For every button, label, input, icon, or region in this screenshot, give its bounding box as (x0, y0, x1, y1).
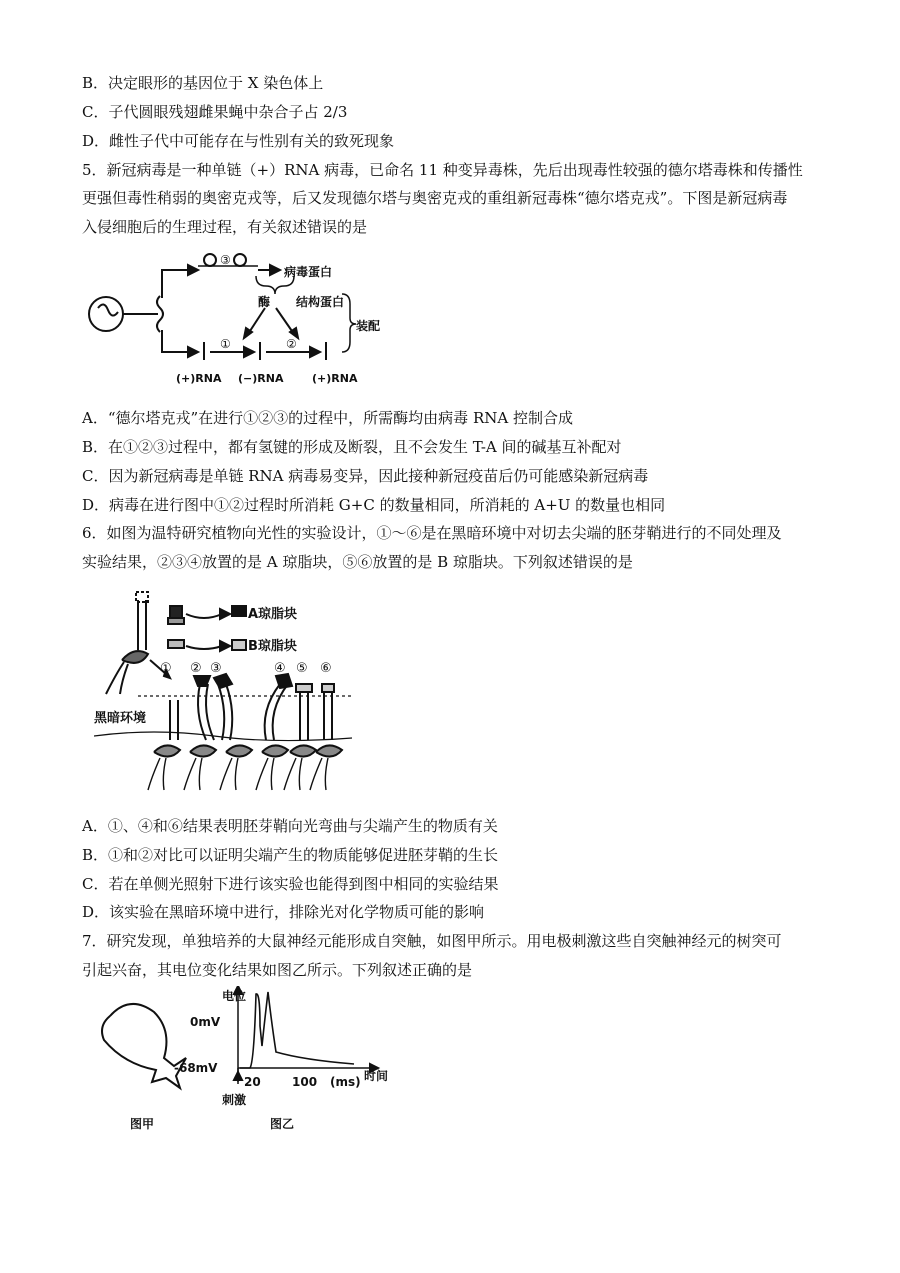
q5-option-a: A．“德尔塔克戎”在进行①②③的过程中，所需酶均由病毒 RNA 控制合成 (82, 409, 573, 427)
q5-option-c: C．因为新冠病毒是单链 RNA 病毒易变异，因此接种新冠疫苗后仍可能感染新冠病毒 (82, 467, 649, 485)
label-1: ① (160, 661, 172, 676)
circled-2-label: ② (286, 337, 297, 351)
q6-stem-line-2: 实验结果，②③④放置的是 A 琼脂块，⑤⑥放置的是 B 琼脂块。下列叙述错误的是 (82, 553, 633, 571)
q5-option-d: D．病毒在进行图中①②过程时所消耗 G+C 的数量相同，所消耗的 A+U 的数量也相同 (82, 496, 666, 514)
time-label: 时间 (364, 1069, 389, 1083)
q7-stem-line-2: 引起兴奋，其电位变化结果如图乙所示。下列叙述正确的是 (82, 961, 473, 979)
block-a-label: A琼脂块 (248, 607, 298, 622)
seed (122, 651, 148, 663)
q6-option-d: D．该实验在黑暗环境中进行，排除光对化学物质可能的影响 (82, 903, 485, 921)
q6-option-c: C．若在单侧光照射下进行该实验也能得到图中相同的实验结果 (82, 875, 499, 893)
structural-protein-label: 结构蛋白 (296, 295, 345, 309)
upper-branch (162, 270, 188, 298)
q5-stem-line-2: 更强但毒性稍弱的奥密克戎等，后又发现德尔塔与奥密克戎的重组新冠毒株“德尔塔克戎”。下图是新冠病毒 (82, 189, 788, 207)
label-6: ⑥ (320, 661, 332, 676)
q6-coleoptile-diagram (94, 590, 364, 800)
q4-option-c: C．子代圆眼残翅雌果蝇中杂合子占 2/3 (82, 103, 348, 121)
q5-stem-line-1: 5．新冠病毒是一种单链（+）RNA 病毒，已命名 11 种变异毒株，先后出现毒性较强的德尔塔毒株和传播性 (82, 161, 803, 179)
q6-option-a: A．①、④和⑥结果表明胚芽鞘向光弯曲与尖端产生的物质有关 (82, 817, 498, 835)
q6-stem-line-1: 6．如图为温特研究植物向光性的实验设计，①～⑥是在黑暗环境中对切去尖端的胚芽鞘进行的不同处理及 (82, 524, 782, 542)
figure-b-caption: 图乙 (270, 1117, 295, 1131)
q6-option-b: B．①和②对比可以证明尖端产生的物质能够促进胚芽鞘的生长 (82, 846, 499, 864)
q4-option-d: D．雌性子代中可能存在与性别有关的致死现象 (82, 132, 395, 150)
label-4: ④ (274, 661, 286, 676)
q7-neuron-figure (90, 986, 390, 1136)
assembly-brace (342, 294, 356, 352)
zero-mv-label: 0mV (190, 1015, 221, 1029)
ribosome-1 (204, 254, 216, 266)
block-a-icon (232, 606, 246, 616)
ribosome-2 (234, 254, 246, 266)
plus-rna-label-2: (+)RNA (312, 372, 358, 385)
enzyme-label: 酶 (258, 295, 271, 309)
neuron-outline (102, 1004, 186, 1088)
tip-on-block-a (170, 606, 182, 618)
x-unit-label: (ms) (330, 1075, 361, 1089)
dark-env-label: 黑暗环境 (94, 711, 147, 726)
q5-stem-line-3: 入侵细胞后的生理过程，有关叙述错误的是 (82, 218, 368, 236)
q5-option-b: B．在①②③过程中，都有氢键的形成及断裂，且不会发生 T-A 间的碱基互补配对 (82, 438, 622, 456)
q4-option-b: B．决定眼形的基因位于 X 染色体上 (82, 74, 324, 92)
figure-a-caption: 图甲 (130, 1117, 155, 1131)
virus-icon (89, 297, 123, 331)
potential-label: 电位 (222, 989, 247, 1003)
lower-branch (162, 330, 188, 352)
stimulus-label: 刺激 (222, 1093, 247, 1107)
block-b-icon (232, 640, 246, 650)
viral-protein-label: 病毒蛋白 (284, 265, 333, 279)
q5-virus-diagram (80, 246, 380, 394)
label-5: ⑤ (296, 661, 308, 676)
tick-20-label: 20 (244, 1075, 261, 1089)
minus-rna-label: (−)RNA (238, 372, 284, 385)
circled-3-label: ③ (220, 253, 231, 267)
label-2: ② (190, 661, 202, 676)
rest-mv-label: -68mV (174, 1061, 218, 1075)
plus-rna-label-1: (+)RNA (176, 372, 222, 385)
tick-100-label: 100 (292, 1075, 318, 1089)
assembly-label: 装配 (356, 319, 380, 333)
tip-on-block-b (168, 640, 184, 648)
q7-stem-line-1: 7．研究发现，单独培养的大鼠神经元能形成自突触，如图甲所示。用电极刺激这些自突触神经元的树突可 (82, 932, 782, 950)
virus-rna-squiggle (98, 304, 118, 315)
block-b-label: B琼脂块 (248, 639, 297, 654)
label-3: ③ (210, 661, 222, 676)
circled-1-label: ① (220, 337, 231, 351)
potential-curve (240, 992, 354, 1068)
